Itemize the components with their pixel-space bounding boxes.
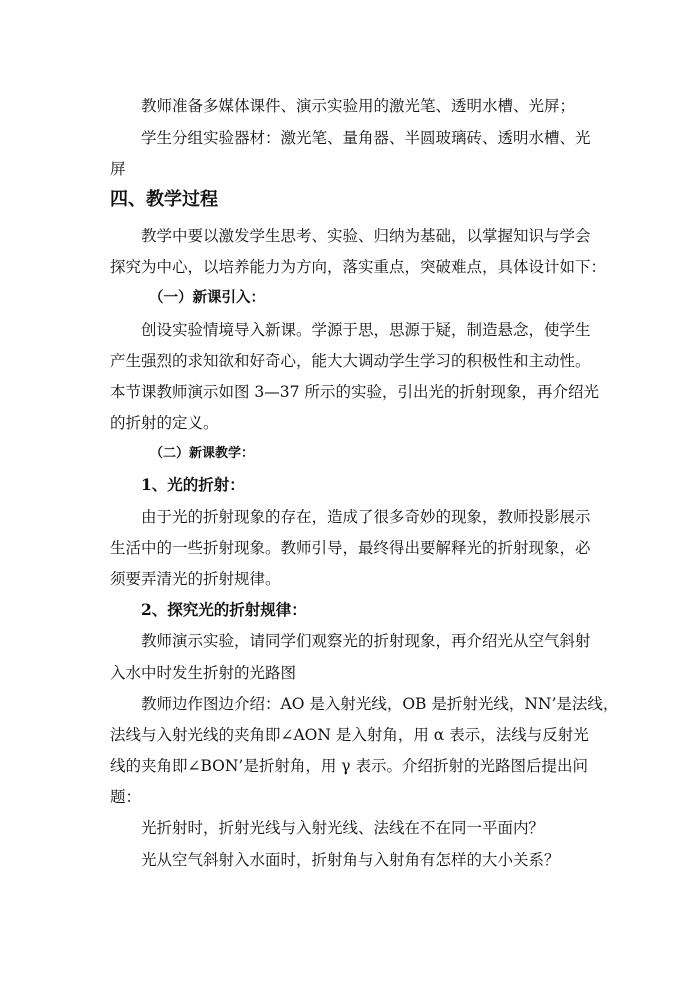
subheading-new-lesson-intro: （一）新课引入：	[149, 289, 265, 306]
paragraph-diagram-line1: 教师边作图边介绍：AO 是入射光线，OB 是折射光线，NN’是法线，	[141, 695, 619, 713]
paragraph-situation-line2: 产生强烈的求知欲和好奇心，能大大调动学生学习的积极性和主动性。	[110, 352, 591, 370]
paragraph-demo-line1: 教师演示实验，请同学们观察光的折射现象，再介绍光从空气斜射	[141, 632, 591, 650]
paragraph-diagram-line3: 线的夹角即∠BON’是折射角，用 γ 表示。介绍折射的光路图后提出问	[110, 757, 588, 775]
paragraph-refraction-line2: 生活中的一些折射现象。教师引导，最终得出要解释光的折射现象，必	[110, 539, 591, 557]
question-same-plane: 光折射时，折射光线与入射光线、法线在不在同一平面内？	[141, 819, 545, 837]
paragraph-teacher-prep: 教师准备多媒体课件、演示实验用的激光笔、透明水槽、光屏；	[141, 97, 576, 115]
paragraph-refraction-line3: 须要弄清光的折射规律。	[110, 570, 281, 588]
paragraph-intro-line2: 探究为中心，以培养能力为方向，落实重点，突破难点，具体设计如下：	[110, 258, 607, 276]
subheading-new-lesson-teaching: （二）新课教学：	[150, 446, 255, 461]
paragraph-situation-line1: 创设实验情境导入新课。学源于思，思源于疑，制造悬念，使学生	[141, 321, 591, 339]
item-heading-explore-law: 2、探究光的折射规律：	[141, 600, 307, 619]
paragraph-student-equipment-line2: 屏	[110, 160, 126, 178]
item-heading-refraction: 1、光的折射：	[141, 475, 245, 494]
paragraph-diagram-line2: 法线与入射光线的夹角即∠AON 是入射角，用 α 表示，法线与反射光	[110, 726, 589, 744]
question-angle-relation: 光从空气斜射入水面时，折射角与入射角有怎样的大小关系？	[141, 851, 560, 869]
paragraph-intro-line1: 教学中要以激发学生思考、实验、归纳为基础，以掌握知识与学会	[141, 227, 591, 245]
paragraph-situation-line3: 本节课教师演示如图 3—37 所示的实验，引出光的折射现象，再介绍光	[110, 383, 599, 401]
paragraph-situation-line4: 的折射的定义。	[110, 414, 219, 432]
paragraph-student-equipment-line1: 学生分组实验器材：激光笔、量角器、半圆玻璃砖、透明水槽、光	[141, 129, 591, 147]
paragraph-demo-line2: 入水中时发生折射的光路图	[110, 664, 297, 682]
section-heading-teaching-process: 四、教学过程	[110, 189, 218, 210]
paragraph-refraction-line1: 由于光的折射现象的存在，造成了很多奇妙的现象，教师投影展示	[141, 508, 591, 526]
paragraph-diagram-line4: 题：	[110, 788, 142, 806]
